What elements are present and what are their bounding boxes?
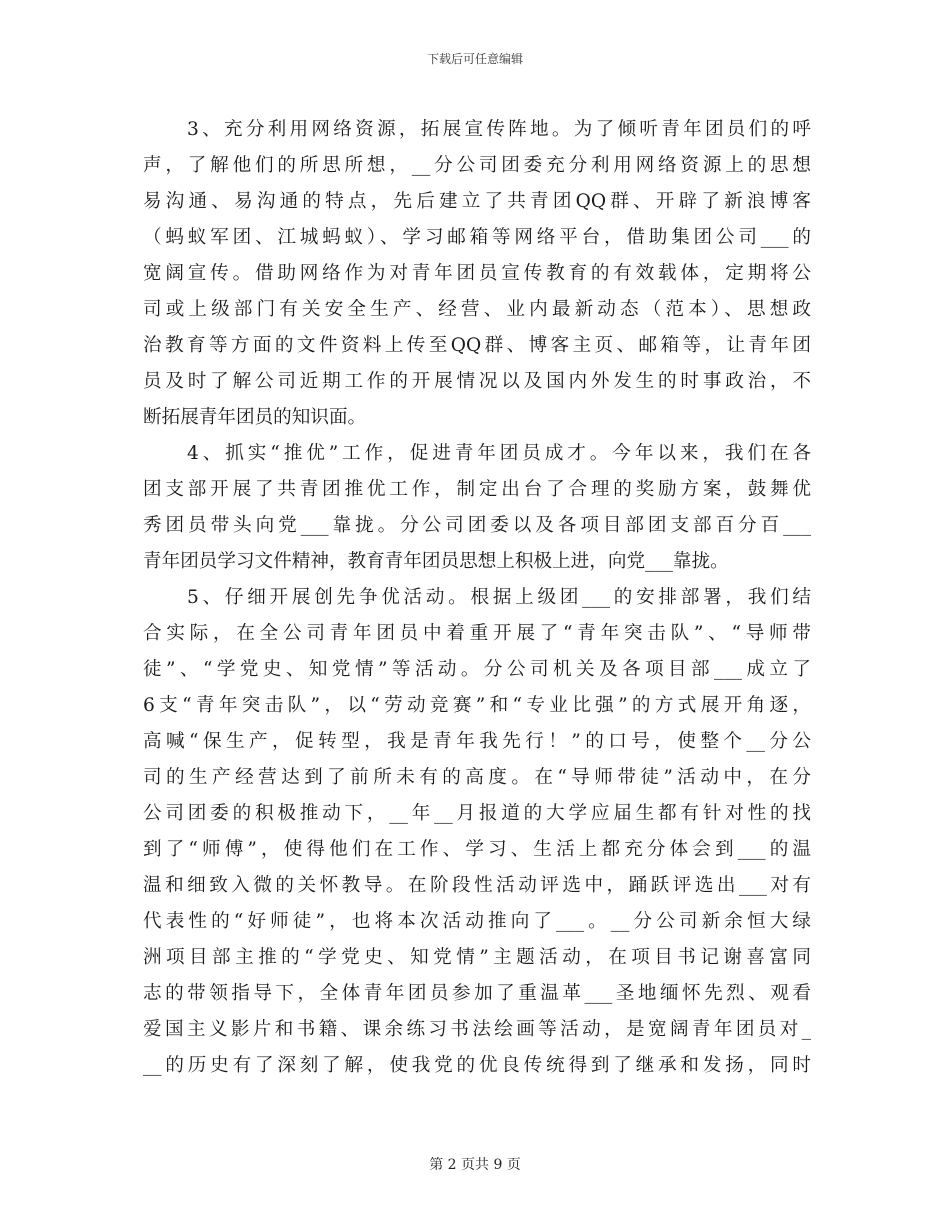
text-line: 易沟通、易沟通的特点，先后建立了共青团QQ群、开辟了新浪博客 [143,191,811,212]
text-line: 到了“师傅”，使得他们在工作、学习、生活上都充分体会到___的温 [143,839,811,860]
text-line: 温和细致入微的关怀教导。在阶段性活动评选中，踊跃评选出___对有 [143,875,811,896]
text-line: 秀团员带头向党___靠拢。分公司团委以及各项目部团支部百分百___ [143,515,811,536]
paragraph-4 [143,436,811,580]
text-line: 员及时了解公司近期工作的开展情况以及国内外发生的时事政治，不 [143,371,811,392]
text-line: 声，了解他们的所思所想，__分公司团委充分利用网络资源上的思想 [143,155,811,176]
page-header: 下载后可任意编辑 [426,52,523,66]
text-line: 治教育等方面的文件资料上传至QQ群、博客主页、邮箱等，让青年团 [143,335,811,356]
text-line: 代表性的“好师徒”，也将本次活动推向了___。__分公司新余恒大绿 [143,911,811,932]
text-line: （蚂蚁军团、江城蚂蚁）、学习邮箱等网络平台，借助集团公司___的 [143,227,811,248]
text-line: __的历史有了深刻了解，使我党的优良传统得到了继承和发扬，同时 [143,1055,811,1076]
text-line: 5、仔细开展创先争优活动。根据上级团___的安排部署，我们结 [187,587,811,608]
text-line: 团支部开展了共青团推优工作，制定出台了合理的奖励方案，鼓舞优 [143,479,811,500]
text-line: 徒”、“学党史、知党情”等活动。分公司机关及各项目部___成立了 [143,659,811,680]
text-line: 宽阔宣传。借助网络作为对青年团员宣传教育的有效载体，定期将公 [143,263,811,284]
paragraph-5 [143,580,811,1084]
text-line: 司或上级部门有关安全生产、经营、业内最新动态（范本）、思想政 [143,299,811,320]
text-line: 3、充分利用网络资源，拓展宣传阵地。为了倾听青年团员们的呼 [187,119,811,140]
text-line: 断拓展青年团员的知识面。 [143,407,367,428]
text-line: 司的生产经营达到了前所未有的高度。在“导师带徒”活动中，在分 [143,767,811,788]
text-line: 洲项目部主推的“学党史、知党情”主题活动，在项目书记谢喜富同 [143,947,811,968]
document-body [143,112,811,1084]
page-footer: 第 2 页共 9 页 [429,1157,521,1173]
text-line: 4、抓实“推优”工作，促进青年团员成才。今年以来，我们在各 [187,443,811,464]
text-line: 高喊“保生产，促转型，我是青年我先行！”的口号，使整个__分公 [143,731,811,752]
text-line: 爱国主义影片和书籍、课余练习书法绘画等活动，是宽阔青年团员对_ [143,1019,811,1040]
paragraph-3 [143,112,811,436]
text-line: 合实际，在全公司青年团员中着重开展了“青年突击队”、“导师带 [143,623,811,644]
text-line: 青年团员学习文件精神，教育青年团员思想上积极上进，向党___靠拢。 [143,551,729,572]
text-line: 公司团委的积极推动下，__年__月报道的大学应届生都有针对性的找 [143,803,811,824]
text-line: 6支“青年突击队”，以“劳动竞赛”和“专业比强”的方式展开角逐， [143,695,811,716]
text-line: 志的带领指导下，全体青年团员参加了重温革___圣地缅怀先烈、观看 [143,983,811,1004]
